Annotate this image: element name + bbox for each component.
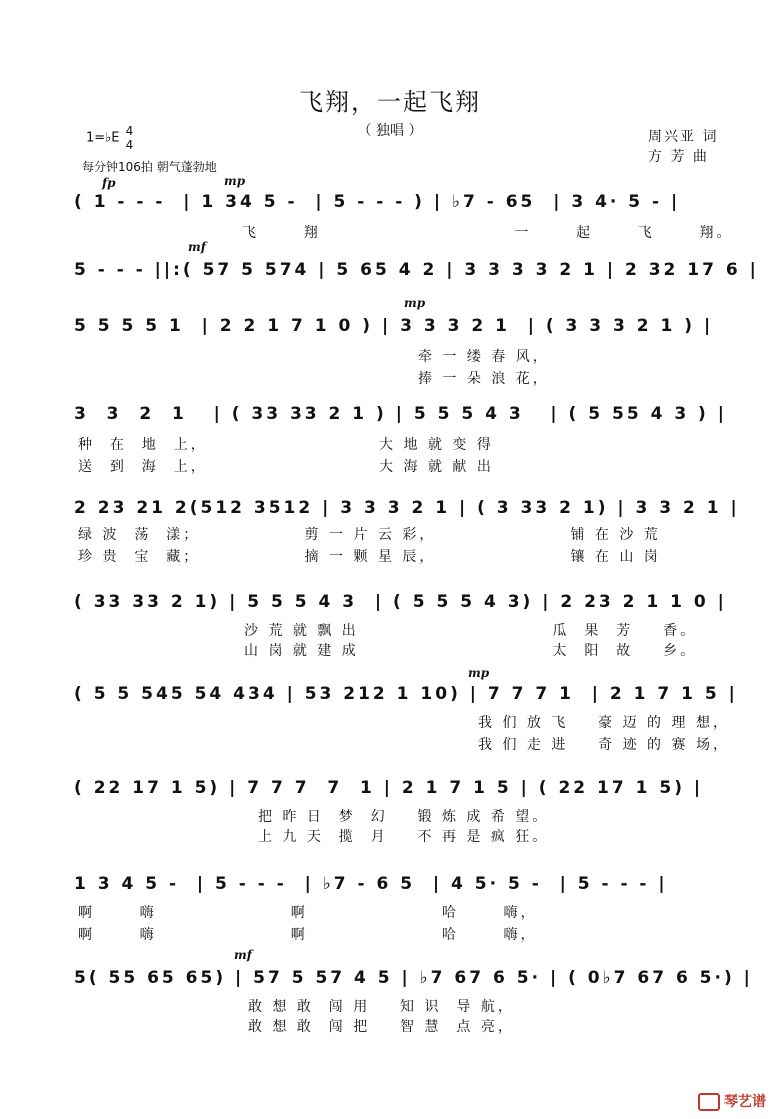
time-top: 4: [125, 124, 134, 138]
notation-line: 5 - - - ||:( 57 5 574 | 5 65 4 2 | 3 3 3 3 2 1 | 2 32 17 6 |: [74, 260, 759, 280]
notation-line: ( 33 33 2 1) | 5 5 5 4 3 | ( 5 5 5 4 3) | 2 23 2 1 1 0 |: [74, 592, 727, 612]
lyric-line-1: 沙 荒 就 飘 出 瓜 果 芳 香。: [244, 623, 698, 639]
notation-line: ( 1 - - - | 1 34 5 - | 5 - - - ) | ♭7 - 65 | 3 4· 5 - |: [74, 192, 681, 212]
logo-icon: [698, 1093, 720, 1111]
lyric-line-1: 种 在 地 上， 大 地 就 变 得: [78, 437, 494, 453]
dynamic-marking: mf: [234, 948, 252, 962]
dynamic-marking: mp: [224, 174, 246, 188]
dynamic-marking: mp: [468, 666, 490, 680]
lyric-line-2: 敢 想 敢 闯 把 智 慧 点 亮，: [248, 1019, 515, 1035]
notation-line: 1 3 4 5 - | 5 - - - | ♭7 - 6 5 | 4 5· 5 - | 5 - - - |: [74, 874, 668, 894]
lyric-line-1: 敢 想 敢 闯 用 知 识 导 航，: [248, 999, 515, 1015]
lyric-line-1: 我 们 放 飞 豪 迈 的 理 想，: [478, 715, 730, 731]
site-watermark: [698, 1091, 766, 1111]
notation-line: ( 22 17 1 5) | 7 7 7 7 1 | 2 1 7 1 5 | ( 22 17 1 5) |: [74, 778, 704, 798]
lyric-line-2: 捧 一 朵 浪 花，: [418, 371, 550, 387]
time-bottom: 4: [125, 138, 134, 152]
key-label: 1=♭E: [86, 130, 120, 146]
song-title: 飞翔，一起飞翔: [299, 88, 481, 116]
dynamic-marking: mf: [188, 240, 206, 254]
tempo-marking: 每分钟106拍 朝气蓬勃地: [82, 160, 217, 174]
dynamic-marking: mp: [404, 296, 426, 310]
lyric-line-1: 牵 一 缕 春 风，: [418, 349, 550, 365]
performance-type: （ 独唱 ）: [357, 123, 423, 139]
watermark-text: 琴艺谱: [724, 1094, 766, 1110]
lyric-line-1: 绿 波 荡 漾； 剪 一 片 云 彩， 铺 在 沙 荒: [78, 527, 661, 543]
lyric-line-1: 把 昨 日 梦 幻 锻 炼 成 希 望。: [258, 809, 550, 825]
notation-line: 5 5 5 5 1 | 2 2 1 7 1 0 ) | 3 3 3 2 1 | ( 3 3 3 2 1 ) |: [74, 316, 714, 336]
lyricist-credit: 周兴亚 词: [648, 129, 719, 145]
key-signature: [86, 124, 133, 152]
dynamic-marking: fp: [102, 176, 116, 190]
lyric-line-1: 飞 翔 一 起 飞 翔。: [242, 225, 734, 241]
notation-line: 3 3 2 1 | ( 33 33 2 1 ) | 5 5 5 4 3 | ( 5 55 4 3 ) |: [74, 404, 727, 424]
lyric-line-2: 啊 嗨 啊 哈 嗨，: [78, 927, 538, 943]
notation-line: ( 5 5 545 54 434 | 53 212 1 10) | 7 7 7 1 | 2 1 7 1 5 |: [74, 684, 738, 704]
time-signature: [126, 124, 134, 152]
notation-line: 2 23 21 2(512 3512 | 3 3 3 2 1 | ( 3 33 2 1) | 3 3 2 1 |: [74, 498, 740, 518]
composer-credit: 方 芳 曲: [648, 149, 709, 165]
notation-line: 5( 55 65 65) | 57 5 57 4 5 | ♭7 67 6 5· | ( 0♭7 67 6 5·) |: [74, 968, 753, 988]
lyric-line-2: 我 们 走 进 奇 迹 的 赛 场，: [478, 737, 730, 753]
lyric-line-2: 送 到 海 上， 大 海 就 献 出: [78, 459, 494, 475]
lyric-line-2: 上 九 天 揽 月 不 再 是 疯 狂。: [258, 829, 550, 845]
lyric-line-1: 啊 嗨 啊 哈 嗨，: [78, 905, 538, 921]
lyric-line-2: 山 岗 就 建 成 太 阳 故 乡。: [244, 643, 698, 659]
lyric-line-2: 珍 贵 宝 藏； 摘 一 颗 星 辰， 镶 在 山 岗: [78, 549, 661, 565]
